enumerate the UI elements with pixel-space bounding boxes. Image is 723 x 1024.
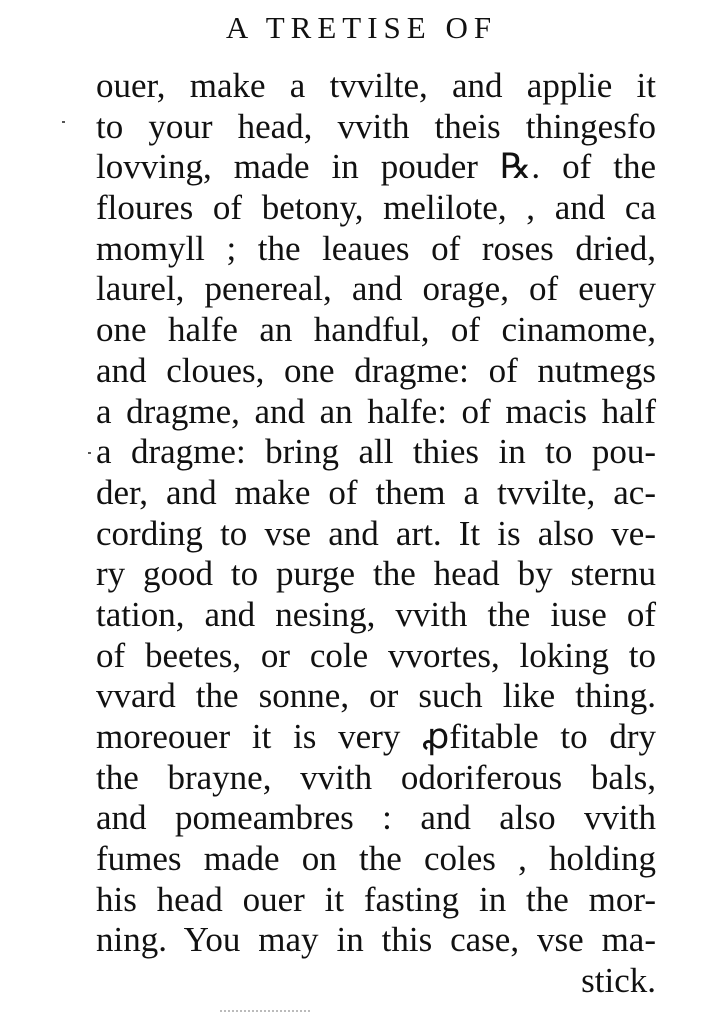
body-text <box>96 66 656 1002</box>
text-line: ry good to purge the head by sternu <box>96 554 656 594</box>
text-line: fumes made on the coles , holding <box>96 839 656 879</box>
text-line: floures of betony, melilote, , and ca <box>96 188 656 228</box>
running-head: A TRETISE OF <box>225 10 498 45</box>
ink-speck <box>62 121 65 123</box>
text-line: one halfe an handful, of cinamome, <box>96 310 656 350</box>
text-line: his head ouer it fasting in the mor- <box>96 879 656 919</box>
text-line: laurel, penereal, and orage, of euery <box>96 269 656 309</box>
text-line: to your head, vvith theis thingesfo <box>96 106 656 146</box>
text-line: the brayne, vvith odoriferous bals, <box>96 757 656 797</box>
text-line: and pomeambres : and also vvith <box>96 798 656 838</box>
text-line: moreouer it is very ꝓfitable to dry <box>96 717 656 756</box>
text-line: a dragme: bring all thies in to pou- <box>96 432 656 472</box>
text-line: of beetes, or cole vvortes, loking to <box>96 635 656 675</box>
text-line: lovving, made in pouder ℞. of the <box>96 147 656 187</box>
ink-speck <box>88 452 91 454</box>
text-line: and cloues, one dragme: of nutmegs <box>96 350 656 390</box>
text-line: ning. You may in this case, vse ma- <box>96 920 656 960</box>
bleed-through-mark <box>220 1010 310 1018</box>
text-line: der, and make of them a tvvilte, ac- <box>96 472 656 512</box>
text-line: momyll ; the leaues of roses dried, <box>96 228 656 268</box>
text-line: a dragme, and an halfe: of macis half <box>96 391 656 431</box>
text-line: vvard the sonne, or such like thing. <box>96 676 656 716</box>
text-line: cording to vse and art. It is also ve- <box>96 513 656 553</box>
text-line: tation, and nesing, vvith the iuse of <box>96 594 656 634</box>
text-line-final: stick. <box>581 961 656 1001</box>
text-line: ouer, make a tvvilte, and applie it <box>96 66 656 105</box>
